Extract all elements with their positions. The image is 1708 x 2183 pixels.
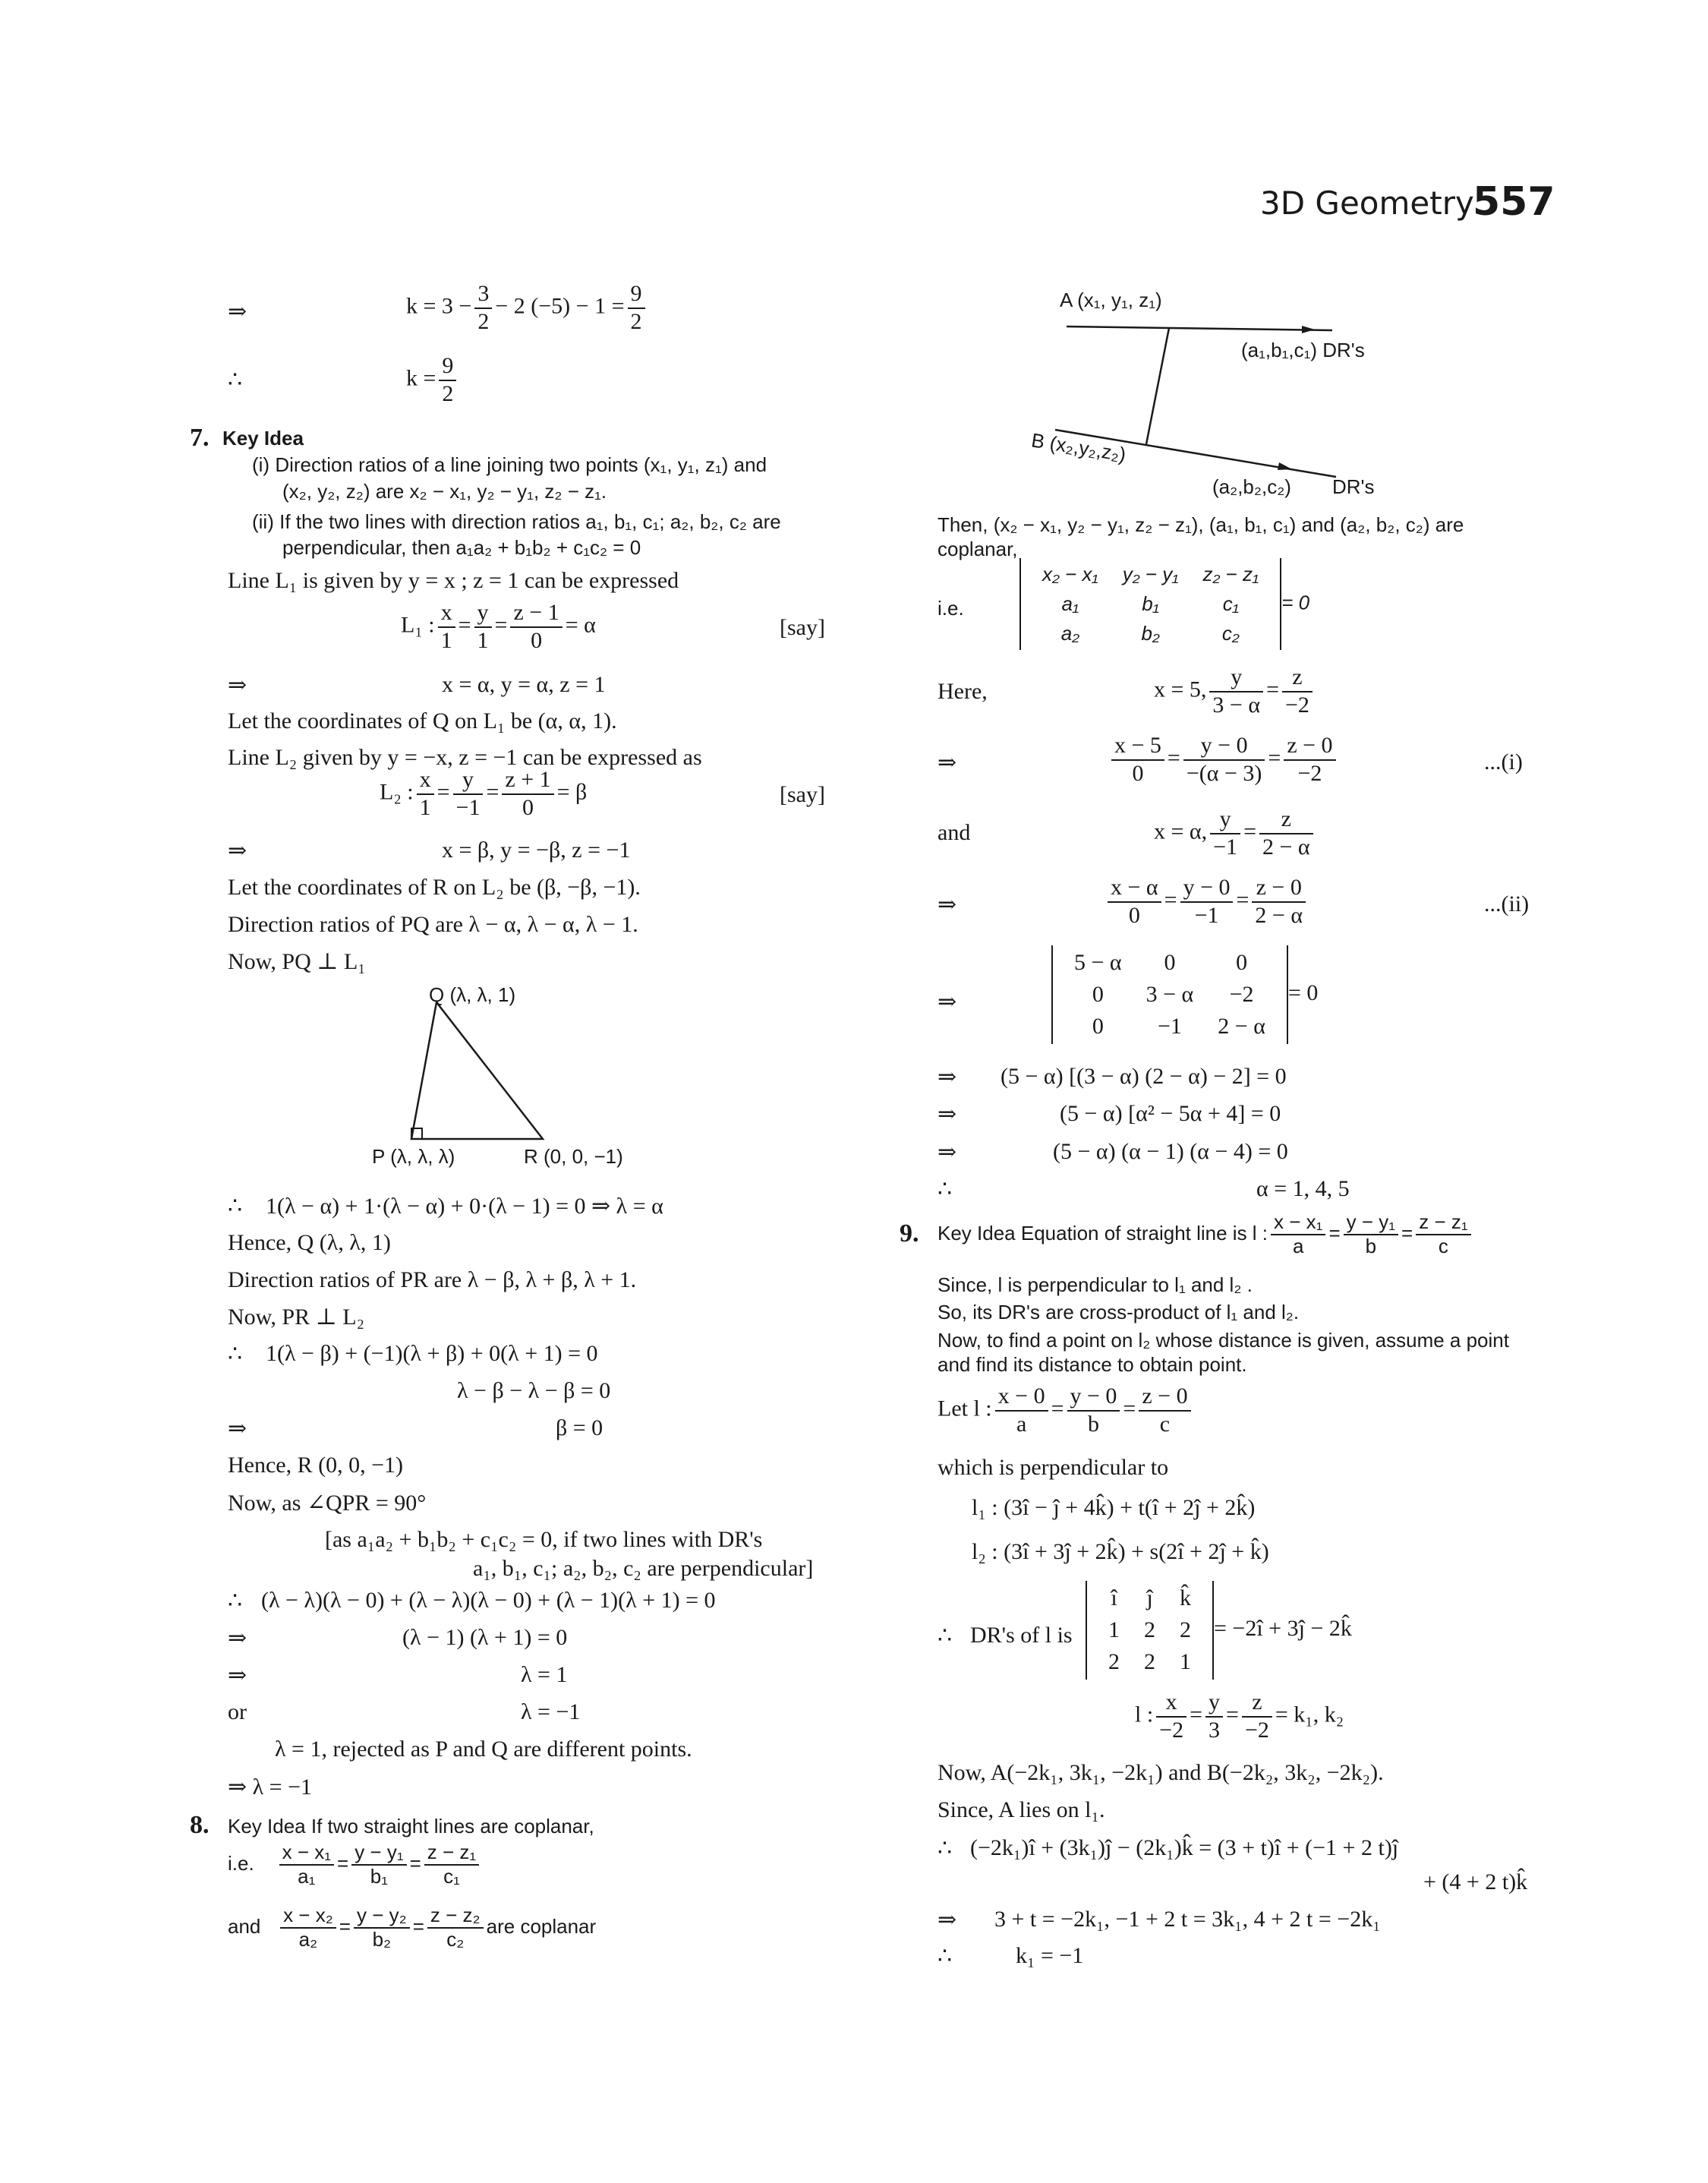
perpendicular-note-1: [as a₁a₂ + b₁b₂ + c₁c₂ = 0, if two lines with DR's: [325, 1527, 763, 1552]
matrix-cell: b₂: [1141, 622, 1160, 645]
dr-of-l-label: DR's of l is: [970, 1623, 1073, 1648]
determinant-3: [1086, 1581, 1214, 1680]
point-q-label: Q (λ, λ, 1): [429, 983, 516, 1006]
then-line-1: Then, (x₂ − x₁, y₂ − y₁, z₂ − z₁), (a₁, b₁, c₁) and (a₂, b₂, c₂) are: [938, 513, 1464, 536]
equation-ii-tag: ...(ii): [1484, 891, 1530, 916]
r-coordinates: Let the coordinates of R on L₂ be (β, −β, −1).: [228, 875, 641, 900]
matrix-cell: −2: [1229, 982, 1254, 1007]
pr-direction-ratios: Direction ratios of PR are λ − β, λ + β, λ + 1.: [228, 1267, 637, 1292]
equation-i-tag: ...(i): [1484, 749, 1523, 774]
expansion-step-2: (5 − α) [α² − 5α + 4] = 0: [1060, 1101, 1281, 1126]
line-l2-description: Line L₂ given by y = −x, z = −1 can be expressed as: [228, 745, 702, 770]
matrix-cell: 2: [1144, 1649, 1155, 1674]
implies-symbol: ⇒: [228, 1416, 247, 1441]
matrix-cell: a₁: [1061, 592, 1079, 615]
final-answer: ⇒ λ = −1: [228, 1774, 313, 1800]
cross-product: î ĵ k̂ 1 2 2 2 2 1 = −2î + 3ĵ − 2k̂: [1086, 1581, 1352, 1680]
question-number-8: 8.: [190, 1811, 210, 1839]
let-l-equation: Let l : $\frac{x - 0}{a}$ = $\frac{y - 0}{b}$ = $\frac{z - 0}{c}$: [938, 1383, 1194, 1437]
therefore-symbol: ∴: [228, 1342, 243, 1367]
matrix-cell: 1: [1180, 1649, 1191, 1674]
matrix-cell: 0: [1092, 1014, 1104, 1039]
matrix-cell: 2 − α: [1218, 1014, 1265, 1039]
determinant-1: [1019, 558, 1281, 650]
matrix-cell: a₂: [1060, 622, 1080, 645]
dr2-suffix: DR's: [1332, 475, 1375, 498]
page-header-title: 3D Geometry: [1260, 185, 1474, 222]
pr-condition: 1(λ − β) + (−1)(λ + β) + 0(λ + 1) = 0: [266, 1341, 598, 1366]
point-r-label: R (0, 0, −1): [524, 1145, 623, 1168]
therefore-symbol: ∴: [938, 1623, 953, 1648]
k-equation: k = 3 − $\frac{3}{2}$ − 2 (−5) − 1 = $\frac{9}{2}$: [406, 281, 648, 335]
l2-parametric: x = β, y = −β, z = −1: [442, 838, 631, 863]
matrix-cell: 0: [1236, 950, 1248, 975]
therefore-symbol: ∴: [228, 1588, 243, 1614]
lambda-minus-one: λ = −1: [521, 1699, 581, 1724]
implies-symbol: ⇒: [228, 673, 247, 698]
rejection-note: λ = 1, rejected as P and Q are different points.: [275, 1737, 692, 1762]
implies-symbol: ⇒: [938, 892, 957, 917]
line-l2-equation: L₂ : $\frac{x}{1}$ = $\frac{y}{-1}$ = $\frac{z + 1}{0}$ = β: [380, 767, 588, 820]
lambda-factor: (λ − 1) (λ + 1) = 0: [402, 1625, 568, 1650]
implies-symbol: ⇒: [938, 1065, 957, 1090]
matrix-cell: 2: [1108, 1649, 1120, 1674]
matrix-cell: 0: [1092, 982, 1104, 1007]
implies-symbol: ⇒: [228, 1626, 247, 1651]
coplanar-determinant: x₂ − x₁ y₂ − y₁ z₂ − z₁ a₁ b₁ c₁ a₂ b₂ c₂ = 0: [1019, 558, 1309, 650]
vector-equation: (−2k₁)î + (3k₁)ĵ − (2k₁)k̂ = (3 + t)î + (−1 + 2 t)ĵ: [970, 1835, 1399, 1860]
matrix-cell: 2: [1180, 1617, 1191, 1642]
matrix-cell: x₂ − x₁: [1042, 563, 1098, 585]
pq-condition: 1(λ − α) + 1·(λ − α) + 0·(λ − 1) = 0 ⇒ λ = α: [266, 1194, 663, 1219]
matrix-cell: 0: [1164, 950, 1176, 975]
pr-simplify: λ − β − λ − β = 0: [457, 1378, 611, 1403]
line-l1-equation: L₁ : $\frac{x}{1}$ = $\frac{y}{1}$ = $\frac{z - 1}{0}$ = α: [401, 600, 596, 653]
alpha-determinant: 5 − α 0 0 0 3 − α −2 0 −1 2 − α = 0: [1051, 945, 1318, 1044]
line-l2-vector: l₂ : (3î + 3ĵ + 2k̂) + s(2î + 2ĵ + k̂): [972, 1539, 1269, 1564]
key-idea-point-1b: (x₂, y₂, z₂) are x₂ − x₁, y₂ − y₁, z₂ − z₁.: [282, 480, 607, 503]
and-label: and: [938, 820, 971, 845]
and-equation: x = α, $\frac{y}{-1}$ = $\frac{z}{2 - \alpha}$: [1154, 806, 1316, 860]
question-number-7: 7.: [190, 424, 210, 452]
therefore-symbol: ∴: [938, 1177, 953, 1202]
q-coordinates: Let the coordinates of Q on L₁ be (α, α, 1).: [228, 708, 617, 733]
beta-result: β = 0: [556, 1415, 603, 1440]
vector-equation-cont: + (4 + 2 t)k̂: [1423, 1869, 1528, 1894]
line-l1-description: Line L₁ is given by y = x ; z = 1 can be expressed: [228, 568, 679, 593]
angle-condition: (λ − λ)(λ − 0) + (λ − λ)(λ − 0) + (λ − 1)(λ + 1) = 0: [261, 1588, 716, 1613]
q9-key-idea: Key Idea Equation of straight line is l : $\frac{\text{x − x₁}}{a}$ = $\frac{\text{y − y₁}}{b}$ = $\frac{\text{z − z₁}}{c}$: [938, 1211, 1474, 1258]
k1-result: k₁ = −1: [1016, 1943, 1084, 1968]
equation-ii: $\frac{x - \alpha}{0}$ = $\frac{y - 0}{-1}$ = $\frac{z - 0}{2 - \alpha}$: [1105, 875, 1309, 929]
matrix-cell: b₁: [1142, 592, 1159, 615]
alpha-values: α = 1, 4, 5: [1256, 1176, 1350, 1201]
key-idea-point-2b: perpendicular, then a₁a₂ + b₁b₂ + c₁c₂ = 0: [282, 536, 641, 559]
page-number: 557: [1473, 179, 1555, 225]
key-idea-heading: Key Idea: [222, 427, 304, 450]
points-a-b: Now, A(−2k₁, 3k₁, −2k₁) and B(−2k₂, 3k₂, −2k₂).: [938, 1760, 1384, 1785]
pq-direction-ratios: Direction ratios of PQ are λ − α, λ − α, λ − 1.: [228, 912, 638, 937]
q9-line-2: So, its DR's are cross-product of l₁ and l₂.: [938, 1301, 1300, 1323]
here-equation: x = 5, $\frac{y}{3 - \alpha}$ = $\frac{z}{-2}$: [1154, 664, 1316, 718]
matrix-cell: 1: [1108, 1617, 1120, 1642]
pq-perpendicular: Now, PQ ⊥ L₁: [228, 949, 366, 974]
matrix-cell: î: [1111, 1585, 1117, 1610]
implies-symbol: ⇒: [938, 989, 957, 1014]
therefore-symbol: ∴: [938, 1836, 953, 1861]
point-p-label: P (λ, λ, λ): [372, 1145, 455, 1168]
matrix-cell: k̂: [1180, 1585, 1191, 1610]
implies-symbol: ⇒: [228, 1663, 247, 1688]
q9-line-3: Now, to find a point on l₂ whose distance is given, assume a point: [938, 1329, 1509, 1352]
angle-qpr: Now, as ∠QPR = 90°: [228, 1491, 427, 1516]
question-number-9: 9.: [900, 1219, 919, 1248]
pr-perpendicular: Now, PR ⊥ L₂: [228, 1304, 365, 1330]
determinant-2: [1051, 945, 1288, 1044]
expansion-step-1: (5 − α) [(3 − α) (2 − α) − 2] = 0: [1001, 1064, 1287, 1089]
hence-r: Hence, R (0, 0, −1): [228, 1453, 404, 1478]
therefore-symbol: ∴: [938, 1944, 953, 1969]
implies-symbol: ⇒: [938, 1907, 957, 1932]
or-label: or: [228, 1699, 247, 1724]
matrix-cell: 2: [1144, 1617, 1155, 1642]
point-a-label: A (x₁, y₁, z₁): [1060, 289, 1162, 311]
matrix-cell: 3 − α: [1145, 982, 1194, 1007]
here-label: Here,: [938, 679, 988, 704]
component-equations: 3 + t = −2k₁, −1 + 2 t = 3k₁, 4 + 2 t = −2k₁: [994, 1907, 1381, 1932]
triangle-figure: [395, 995, 562, 1154]
line-l-symmetric: l : $\frac{x}{-2}$ = $\frac{y}{3}$ = $\frac{z}{-2}$ = k₁, k₂: [1135, 1689, 1344, 1743]
dr2-label: (a₂,b₂,c₂): [1212, 475, 1291, 498]
lambda-one: λ = 1: [521, 1662, 568, 1687]
ie-label: i.e.: [938, 597, 964, 620]
perpendicular-note-2: a₁, b₁, c₁; a₂, b₂, c₂ are perpendicular]: [473, 1556, 814, 1581]
q8-line1: i.e. $\frac{\text{x − x₁}}{\text{a₁}}$ = $\frac{\text{y − y₁}}{\text{b₁}}$ = $\frac{\text{z − z₁}}{\text{c₁}}$: [228, 1841, 482, 1888]
k-result: k = $\frac{9}{2}$: [406, 353, 459, 407]
implies-symbol: ⇒: [938, 1102, 957, 1127]
a-lies-on-l1: Since, A lies on l₁.: [938, 1797, 1105, 1822]
q9-line-4: and find its distance to obtain point.: [938, 1353, 1247, 1376]
then-line-2: coplanar,: [938, 538, 1018, 560]
implies-symbol: ⇒: [938, 750, 957, 775]
matrix-cell: −1: [1158, 1014, 1182, 1039]
point-b-label: B (x₂,y₂,z₂): [1029, 428, 1128, 466]
matrix-cell: ĵ: [1146, 1585, 1153, 1610]
q8-line2: and $\frac{\text{x − x₂}}{\text{a₂}}$ = $\frac{\text{y − y₂}}{\text{b₂}}$ = $\frac{\text{z − z₂}}{\text{c₂}}$ are coplanar: [228, 1904, 597, 1951]
q8-key-idea: Key Idea If two straight lines are coplanar,: [228, 1815, 594, 1838]
expansion-step-3: (5 − α) (α − 1) (α − 4) = 0: [1053, 1139, 1288, 1164]
hence-q: Hence, Q (λ, λ, 1): [228, 1230, 391, 1255]
matrix-cell: c₂: [1221, 622, 1240, 645]
equation-i: $\frac{x - 5}{0}$ = $\frac{y - 0}{-(\alpha - 3)}$ = $\frac{z - 0}{-2}$: [1108, 733, 1339, 787]
matrix-cell: 5 − α: [1074, 950, 1122, 975]
matrix-cell: c₁: [1222, 592, 1239, 615]
key-idea-point-1a: (i) Direction ratios of a line joining two points (x₁, y₁, z₁) and: [252, 453, 767, 476]
perpendicular-to-text: which is perpendicular to: [938, 1455, 1169, 1480]
l1-parametric: x = α, y = α, z = 1: [442, 672, 606, 697]
key-idea-point-2a: (ii) If the two lines with direction ratios a₁, b₁, c₁; a₂, b₂, c₂ are: [252, 510, 781, 533]
implies-symbol: ⇒: [228, 299, 247, 324]
implies-symbol: ⇒: [938, 1140, 957, 1165]
say-tag-1: [say]: [780, 615, 825, 640]
matrix-cell: z₂ − z₁: [1202, 563, 1259, 585]
implies-symbol: ⇒: [228, 838, 247, 863]
therefore-symbol: ∴: [228, 1194, 243, 1219]
say-tag-2: [say]: [780, 782, 825, 807]
therefore-symbol: ∴: [228, 368, 243, 393]
matrix-cell: y₂ − y₁: [1122, 563, 1179, 585]
dr1-label: (a₁,b₁,c₁) DR's: [1241, 339, 1365, 361]
q9-line-1: Since, l is perpendicular to l₁ and l₂ .: [938, 1273, 1253, 1296]
line-l1-vector: l₁ : (3î − ĵ + 4k̂) + t(î + 2ĵ + 2k̂): [972, 1495, 1256, 1520]
